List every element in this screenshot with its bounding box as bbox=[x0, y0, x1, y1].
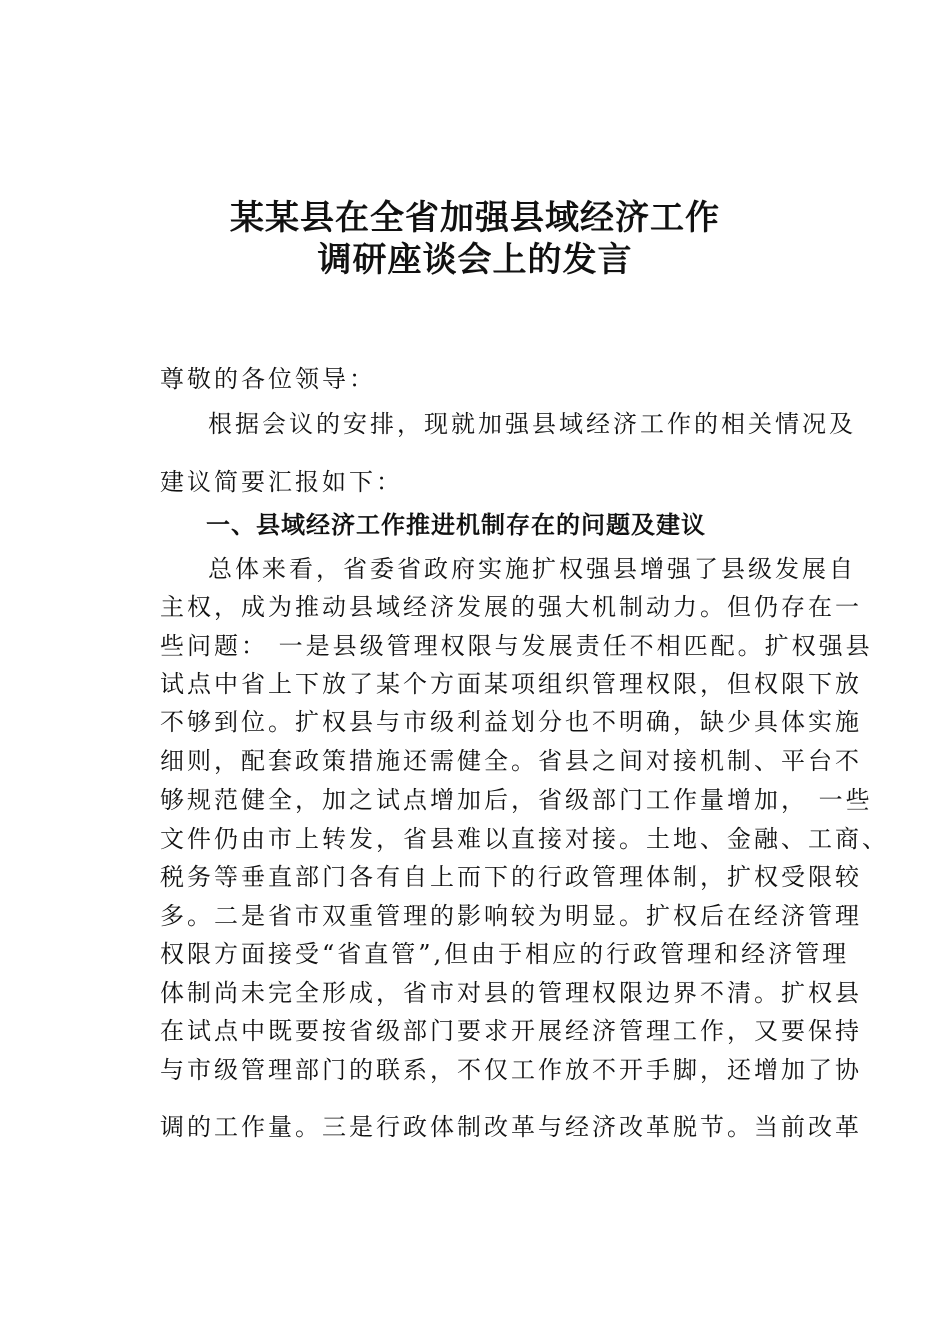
intro-paragraph-line-2: 建议简要汇报如下： bbox=[160, 468, 403, 496]
document-title-line-1: 某某县在全省加强县域经济工作 bbox=[230, 198, 720, 238]
body-line: 多。二是省市双重管理的影响较为明显。扩权后在经济管理 bbox=[160, 902, 862, 930]
body-line: 税务等垂直部门各有自上而下的行政管理体制，扩权受限较 bbox=[160, 863, 862, 891]
document-title-line-2: 调研座谈会上的发言 bbox=[317, 240, 633, 280]
intro-paragraph-line-1: 根据会议的安排，现就加强县域经济工作的相关情况及 bbox=[208, 410, 856, 438]
section-heading-1: 一、县域经济工作推进机制存在的问题及建议 bbox=[206, 511, 706, 539]
body-line: 够规范健全，加之试点增加后，省级部门工作量增加， 一些 bbox=[160, 786, 873, 814]
body-line: 主权，成为推动县域经济发展的强大机制动力。但仍存在一 bbox=[160, 593, 862, 621]
body-line: 不够到位。扩权县与市级利益划分也不明确，缺少具体实施 bbox=[160, 708, 862, 736]
body-line: 些问题： 一是县级管理权限与发展责任不相匹配。扩权强县 bbox=[160, 632, 873, 660]
body-line: 权限方面接受“省直管”,但由于相应的行政管理和经济管理 bbox=[160, 940, 850, 968]
body-line: 总体来看，省委省政府实施扩权强县增强了县级发展自 bbox=[208, 555, 856, 583]
salutation: 尊敬的各位领导： bbox=[160, 365, 376, 393]
body-line: 在试点中既要按省级部门要求开展经济管理工作，又要保持 bbox=[160, 1017, 862, 1045]
body-line: 试点中省上下放了某个方面某项组织管理权限，但权限下放 bbox=[160, 670, 862, 698]
body-line: 文件仍由市上转发，省县难以直接对接。土地、金融、工商、 bbox=[160, 825, 889, 853]
body-line: 与市级管理部门的联系，不仅工作放不开手脚，还增加了协 bbox=[160, 1056, 862, 1084]
body-line: 调的工作量。三是行政体制改革与经济改革脱节。当前改革 bbox=[160, 1113, 862, 1141]
body-line: 体制尚未完全形成，省市对县的管理权限边界不清。扩权县 bbox=[160, 979, 862, 1007]
body-line: 细则，配套政策措施还需健全。省县之间对接机制、平台不 bbox=[160, 747, 862, 775]
